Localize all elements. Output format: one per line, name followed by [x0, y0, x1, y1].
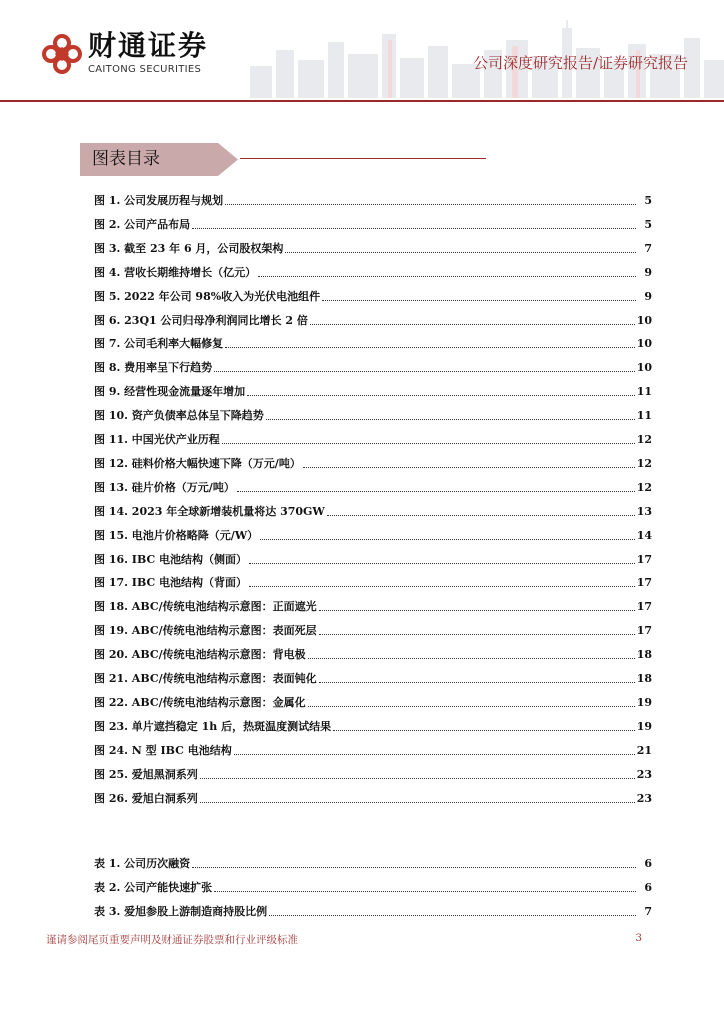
toc-entry-page: 10: [636, 337, 652, 351]
toc-entry-label: 图 20. ABC/传统电池结构示意图：背电极: [94, 648, 306, 662]
toc-entry-label: 图 18. ABC/传统电池结构示意图：正面遮光: [94, 600, 317, 614]
toc-leader: [249, 585, 635, 587]
toc-entry-page: 10: [636, 361, 652, 375]
toc-entry[interactable]: [94, 901, 652, 919]
toc-leader: [310, 323, 635, 325]
toc-entry[interactable]: [94, 453, 652, 471]
toc-entry[interactable]: [94, 357, 652, 375]
section-title-rule: [240, 158, 486, 159]
toc-entry-page: 17: [636, 624, 652, 638]
toc-entry-label: 图 17. IBC 电池结构（背面）: [94, 576, 248, 590]
toc-leader: [249, 562, 635, 564]
toc-leader: [214, 370, 635, 372]
toc-leader: [303, 466, 635, 468]
toc-entry-label: 图 10. 资产负债率总体呈下降趋势: [94, 409, 264, 423]
toc-entry-label: 图 6. 23Q1 公司归母净利润同比增长 2 倍: [94, 313, 308, 327]
toc-entry-page: 17: [636, 552, 652, 566]
toc-entry[interactable]: [94, 310, 652, 328]
toc-leader: [258, 275, 636, 277]
toc-leader: [237, 490, 635, 492]
toc-leader: [322, 299, 636, 301]
toc-entry[interactable]: [94, 644, 652, 662]
toc-entry-label: 图 26. 爱旭白洞系列: [94, 791, 198, 805]
toc-entry[interactable]: [94, 740, 652, 758]
toc-entry-page: 23: [636, 767, 652, 781]
toc-entry-label: 图 3. 截至 23 年 6 月，公司股权架构: [94, 241, 284, 255]
toc-entry-label: 图 23. 单片遮挡稳定 1h 后，热斑温度测试结果: [94, 719, 332, 733]
toc-entry[interactable]: [94, 853, 652, 871]
toc-entry[interactable]: [94, 620, 652, 638]
toc-entry-page: 21: [636, 743, 652, 757]
toc-entry[interactable]: [94, 572, 652, 590]
toc-entry[interactable]: [94, 525, 652, 543]
toc-entry-page: 11: [636, 385, 652, 399]
toc-entry[interactable]: [94, 692, 652, 710]
toc-entry[interactable]: [94, 788, 652, 806]
toc-leader: [319, 633, 635, 635]
toc-entry-label: 图 9. 经营性现金流量逐年增加: [94, 385, 246, 399]
toc-entry-label: 图 5. 2022 年公司 98%收入为光伏电池组件: [94, 289, 321, 303]
toc-entry-page: 6: [644, 881, 652, 894]
toc-entry-label: 图 22. ABC/传统电池结构示意图：金属化: [94, 695, 306, 709]
toc-entry-page: 19: [636, 719, 652, 733]
toc-leader: [285, 251, 636, 253]
toc-entry-label: 图 2. 公司产品布局: [94, 217, 191, 231]
toc-entry-page: 19: [636, 695, 652, 709]
toc-entry-page: 12: [636, 456, 652, 470]
toc-leader: [247, 394, 635, 396]
toc-entry-label: 图 8. 费用率呈下行趋势: [94, 361, 213, 375]
toc-entry-label: 图 7. 公司毛利率大幅修复: [94, 337, 224, 351]
toc-leader: [266, 418, 635, 420]
toc-entry-page: 9: [644, 265, 652, 279]
toc-entry-page: 5: [644, 217, 652, 231]
toc-entry-label: 图 4. 营收长期维持增长（亿元）: [94, 265, 257, 279]
toc-leader: [269, 914, 636, 916]
toc-entry-page: 7: [644, 241, 652, 255]
toc-entry-label: 表 2. 公司产能快速扩张: [94, 881, 213, 894]
toc-leader: [333, 729, 635, 731]
toc-entry-page: 7: [644, 905, 652, 918]
toc-entry-label: 图 14. 2023 年全球新增装机量将达 370GW: [94, 504, 325, 518]
toc-leader: [222, 442, 635, 444]
toc-entry-page: 13: [636, 504, 652, 518]
toc-leader: [260, 538, 635, 540]
toc-entry-label: 图 13. 硅片价格（万元/吨）: [94, 480, 235, 494]
disclaimer-note: 谨请参阅尾页重要声明及财通证券股票和行业评级标准: [46, 934, 298, 946]
toc-entry-label: 图 1. 公司发展历程与规划: [94, 194, 224, 207]
toc-leader: [327, 514, 635, 516]
toc-entry[interactable]: [94, 549, 652, 567]
toc-entry[interactable]: [94, 668, 652, 686]
toc-entry-label: 图 11. 中国光伏产业历程: [94, 433, 220, 446]
page-number: 3: [635, 932, 642, 944]
toc-entry-label: 图 16. IBC 电池结构（侧面）: [94, 552, 248, 566]
toc-entry-page: 18: [636, 648, 652, 662]
toc-leader: [319, 681, 635, 683]
toc-leader: [319, 609, 635, 611]
toc-entry-page: 12: [636, 480, 652, 494]
toc-entry[interactable]: [94, 238, 652, 256]
section-title: 图表目录: [92, 149, 160, 169]
report-type: 公司深度研究报告/证券研究报告: [472, 54, 688, 72]
toc-leader: [225, 203, 636, 205]
toc-entry-page: 10: [636, 313, 652, 327]
page-header: [0, 0, 724, 104]
toc-entry[interactable]: [94, 286, 652, 304]
toc-leader: [214, 890, 636, 892]
toc-entry[interactable]: [94, 477, 652, 495]
toc-entry[interactable]: [94, 214, 652, 232]
toc-entry-page: 23: [636, 791, 652, 805]
toc-leader: [308, 705, 635, 707]
toc-entry-page: 5: [644, 194, 652, 207]
toc-entry-page: 18: [636, 672, 652, 685]
toc-entry[interactable]: [94, 764, 652, 782]
toc-entry-page: 17: [636, 576, 652, 590]
toc-leader: [200, 777, 635, 779]
toc-entry-label: 图 25. 爱旭黑洞系列: [94, 767, 198, 781]
caitong-logo-icon: [42, 34, 82, 74]
toc-entry-label: 图 21. ABC/传统电池结构示意图：表面钝化: [94, 672, 317, 685]
toc-leader: [192, 227, 636, 229]
toc-leader: [192, 866, 636, 868]
toc-entry-page: 12: [636, 433, 652, 446]
toc-entry-label: 图 12. 硅料价格大幅快速下降（万元/吨）: [94, 456, 301, 470]
header-divider: [0, 100, 724, 102]
toc-entry[interactable]: [94, 405, 652, 423]
toc-entry[interactable]: [94, 501, 652, 519]
toc-entry-page: 9: [644, 289, 652, 303]
brand-name-cn: 财通证券: [88, 29, 209, 62]
toc-entry-page: 11: [636, 409, 652, 423]
toc-leader: [225, 346, 635, 348]
toc-entry-label: 图 19. ABC/传统电池结构示意图：表面死层: [94, 624, 317, 638]
toc-entry[interactable]: [94, 596, 652, 614]
toc-entry-label: 表 3. 爱旭参股上游制造商持股比例: [94, 905, 268, 918]
toc-leader: [200, 801, 635, 803]
toc-entry-label: 图 15. 电池片价格略降（元/W）: [94, 528, 259, 542]
toc-entry[interactable]: [94, 429, 652, 447]
toc-entry[interactable]: [94, 877, 652, 895]
brand-name-en: CAITONG SECURITIES: [88, 64, 202, 75]
toc-entry-label: 图 24. N 型 IBC 电池结构: [94, 743, 232, 757]
toc-entry[interactable]: [94, 381, 652, 399]
toc-leader: [308, 657, 635, 659]
toc-entry[interactable]: [94, 190, 652, 208]
toc-entry-page: 14: [636, 528, 652, 542]
toc-entry-label: 表 1. 公司历次融资: [94, 857, 191, 870]
toc-entry[interactable]: [94, 716, 652, 734]
toc-entry-page: 17: [636, 600, 652, 614]
toc-entry[interactable]: [94, 333, 652, 351]
toc-entry-page: 6: [644, 857, 652, 870]
toc-leader: [234, 753, 635, 755]
toc-entry[interactable]: [94, 262, 652, 280]
